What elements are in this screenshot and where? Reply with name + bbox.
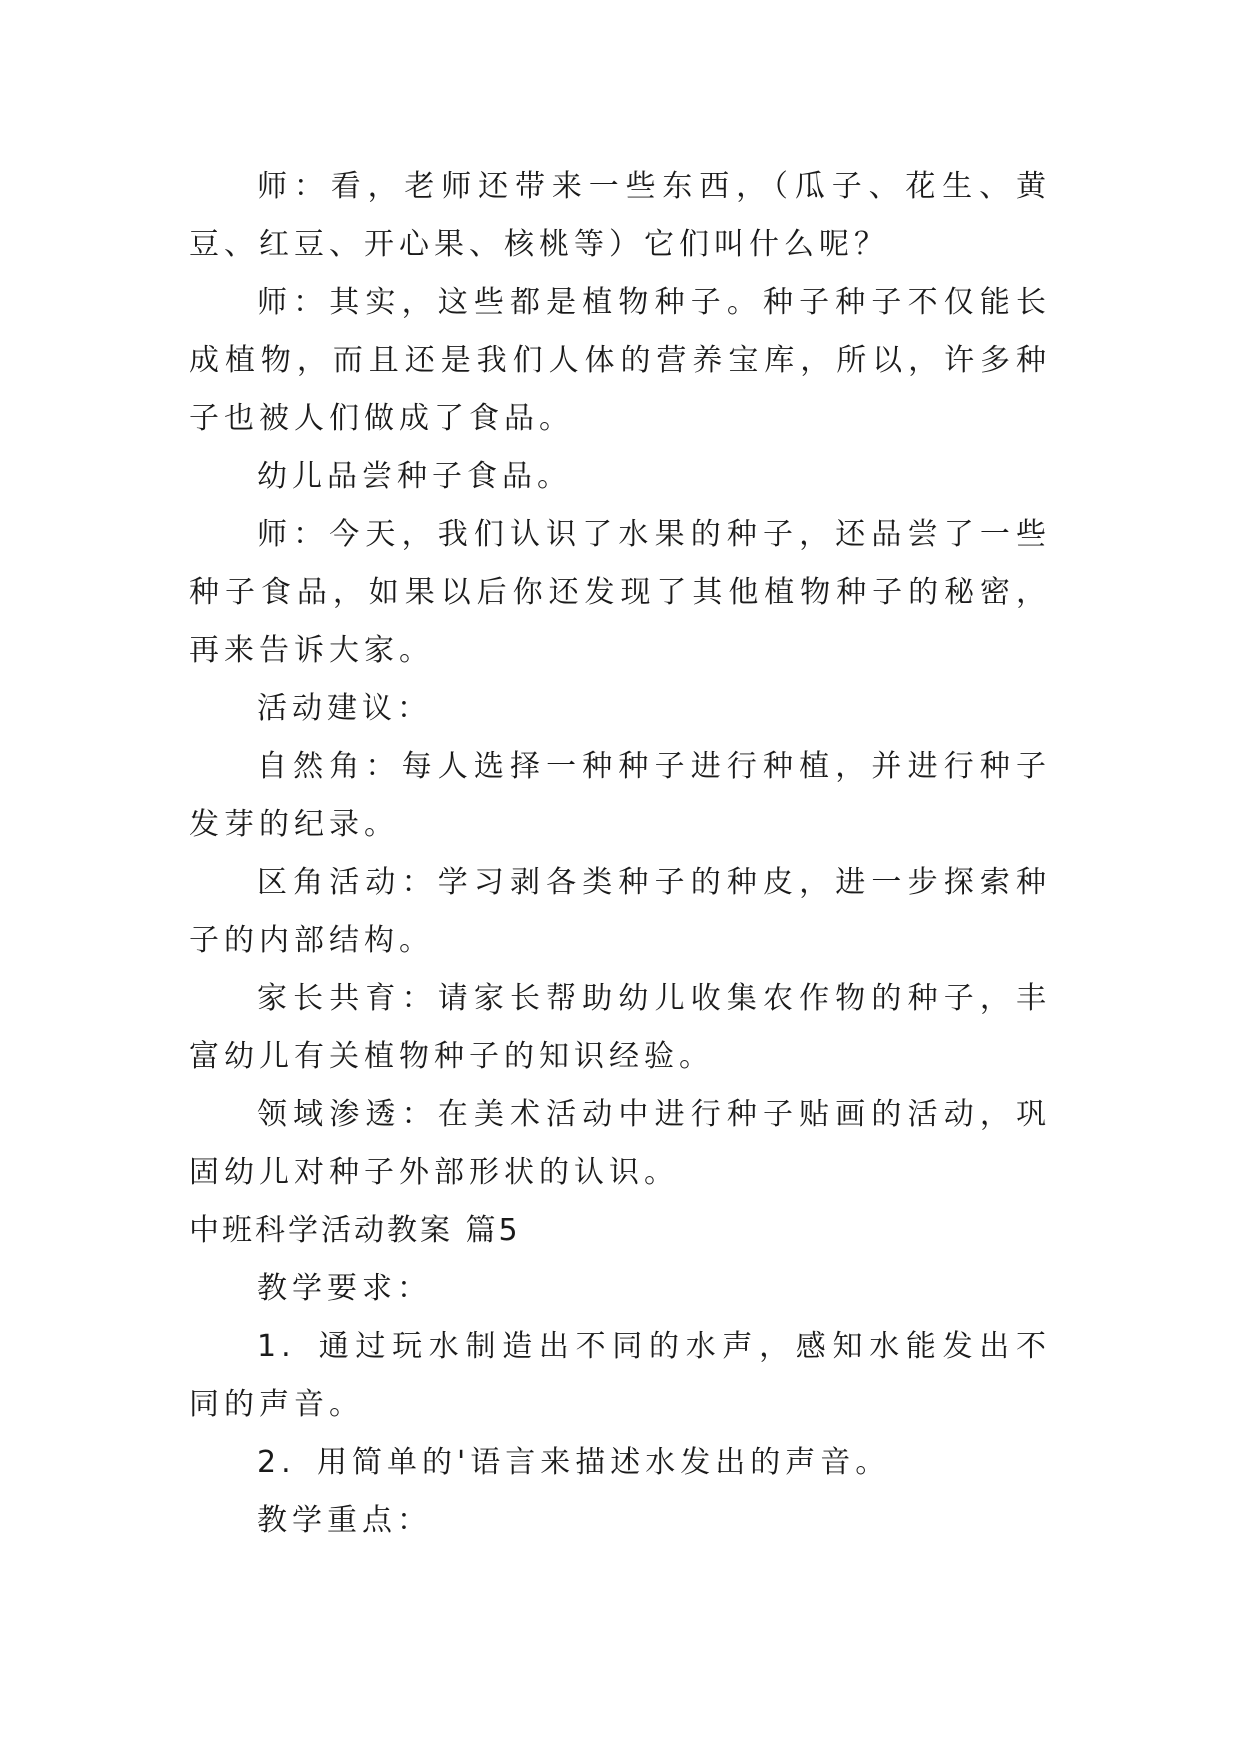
list-item bbox=[189, 1318, 1051, 1434]
paragraph: 领域渗透：在美术活动中进行种子贴画的活动，巩固幼儿对种子外部形状的认识。 bbox=[189, 1097, 1051, 1190]
list-item-text: 用简单的'语言来描述水发出的声音。 bbox=[317, 1445, 891, 1480]
teaching-requirements-label: 教学要求： bbox=[257, 1271, 432, 1306]
list-item bbox=[189, 1434, 1051, 1492]
list-item-text: 通过玩水制造出不同的水声，感知水能发出不同的声音。 bbox=[189, 1329, 1051, 1422]
list-item-number: 2. bbox=[257, 1445, 296, 1480]
paragraph: 幼儿品尝种子食品。 bbox=[257, 459, 572, 494]
paragraph: 自然角：每人选择一种种子进行种植，并进行种子发芽的纪录。 bbox=[189, 749, 1051, 842]
paragraph: 师：今天，我们认识了水果的种子，还品尝了一些种子食品，如果以后你还发现了其他植物种子的秘密，再来告诉大家。 bbox=[189, 517, 1051, 668]
activity-suggestions-label: 活动建议： bbox=[257, 691, 432, 726]
list-item-number: 1. bbox=[257, 1329, 296, 1364]
section-heading: 中班科学活动教案 篇5 bbox=[189, 1213, 521, 1248]
paragraph: 师：看，老师还带来一些东西，（瓜子、花生、黄豆、红豆、开心果、核桃等）它们叫什么呢？ bbox=[189, 169, 1051, 262]
paragraph: 家长共育：请家长帮助幼儿收集农作物的种子，丰富幼儿有关植物种子的知识经验。 bbox=[189, 981, 1051, 1074]
teaching-focus-label: 教学重点： bbox=[257, 1503, 432, 1538]
paragraph: 区角活动：学习剥各类种子的种皮，进一步探索种子的内部结构。 bbox=[189, 865, 1051, 958]
paragraph: 师：其实，这些都是植物种子。种子种子不仅能长成植物，而且还是我们人体的营养宝库，所以，许多种子也被人们做成了食品。 bbox=[189, 285, 1051, 436]
document-body bbox=[189, 158, 1051, 1550]
